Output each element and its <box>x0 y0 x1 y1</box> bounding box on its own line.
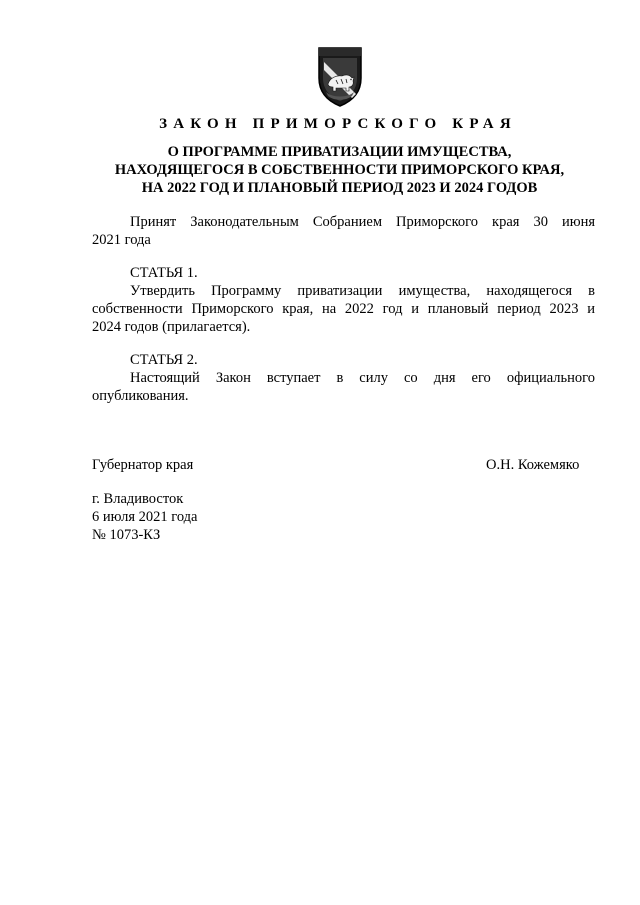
adoption-line: Принят Законодательным Собранием Приморского края 30 июня <box>130 214 595 230</box>
place-of-signing: г. Владивосток <box>92 491 184 507</box>
document-footer <box>92 490 198 544</box>
subtitle-line: О ПРОГРАММЕ ПРИВАТИЗАЦИИ ИМУЩЕСТВА, <box>167 144 512 160</box>
article-1-line: Утвердить Программу приватизации имущества, находящегося в <box>130 283 595 299</box>
article-1-heading: СТАТЬЯ 1. <box>130 265 198 281</box>
article-1-line: 2024 годов (прилагается). <box>92 319 251 335</box>
law-number: № 1073-КЗ <box>92 527 161 543</box>
article-1-text <box>92 282 595 336</box>
signatory-position: Губернатор края <box>92 457 194 473</box>
coat-of-arms-icon <box>316 44 364 108</box>
signatory-name: О.Н. Кожемяко <box>486 457 580 473</box>
article-2-line: Настоящий Закон вступает в силу со дня его официального <box>130 370 595 386</box>
article-2-text <box>92 369 595 405</box>
adoption-paragraph <box>92 213 595 249</box>
signing-date: 6 июля 2021 года <box>92 509 198 525</box>
law-subtitle <box>80 143 599 197</box>
law-title: ЗАКОН ПРИМОРСКОГО КРАЯ <box>159 116 517 132</box>
subtitle-line: НА 2022 ГОД И ПЛАНОВЫЙ ПЕРИОД 2023 И 2024 ГОДОВ <box>141 180 538 196</box>
adoption-line: 2021 года <box>92 232 151 248</box>
article-2-line: опубликования. <box>92 388 189 404</box>
subtitle-line: НАХОДЯЩЕГОСЯ В СОБСТВЕННОСТИ ПРИМОРСКОГО КРАЯ, <box>114 162 565 178</box>
article-2-heading: СТАТЬЯ 2. <box>130 352 198 368</box>
article-1-line: собственности Приморского края, на 2022 год и плановый период 2023 и <box>92 301 595 317</box>
